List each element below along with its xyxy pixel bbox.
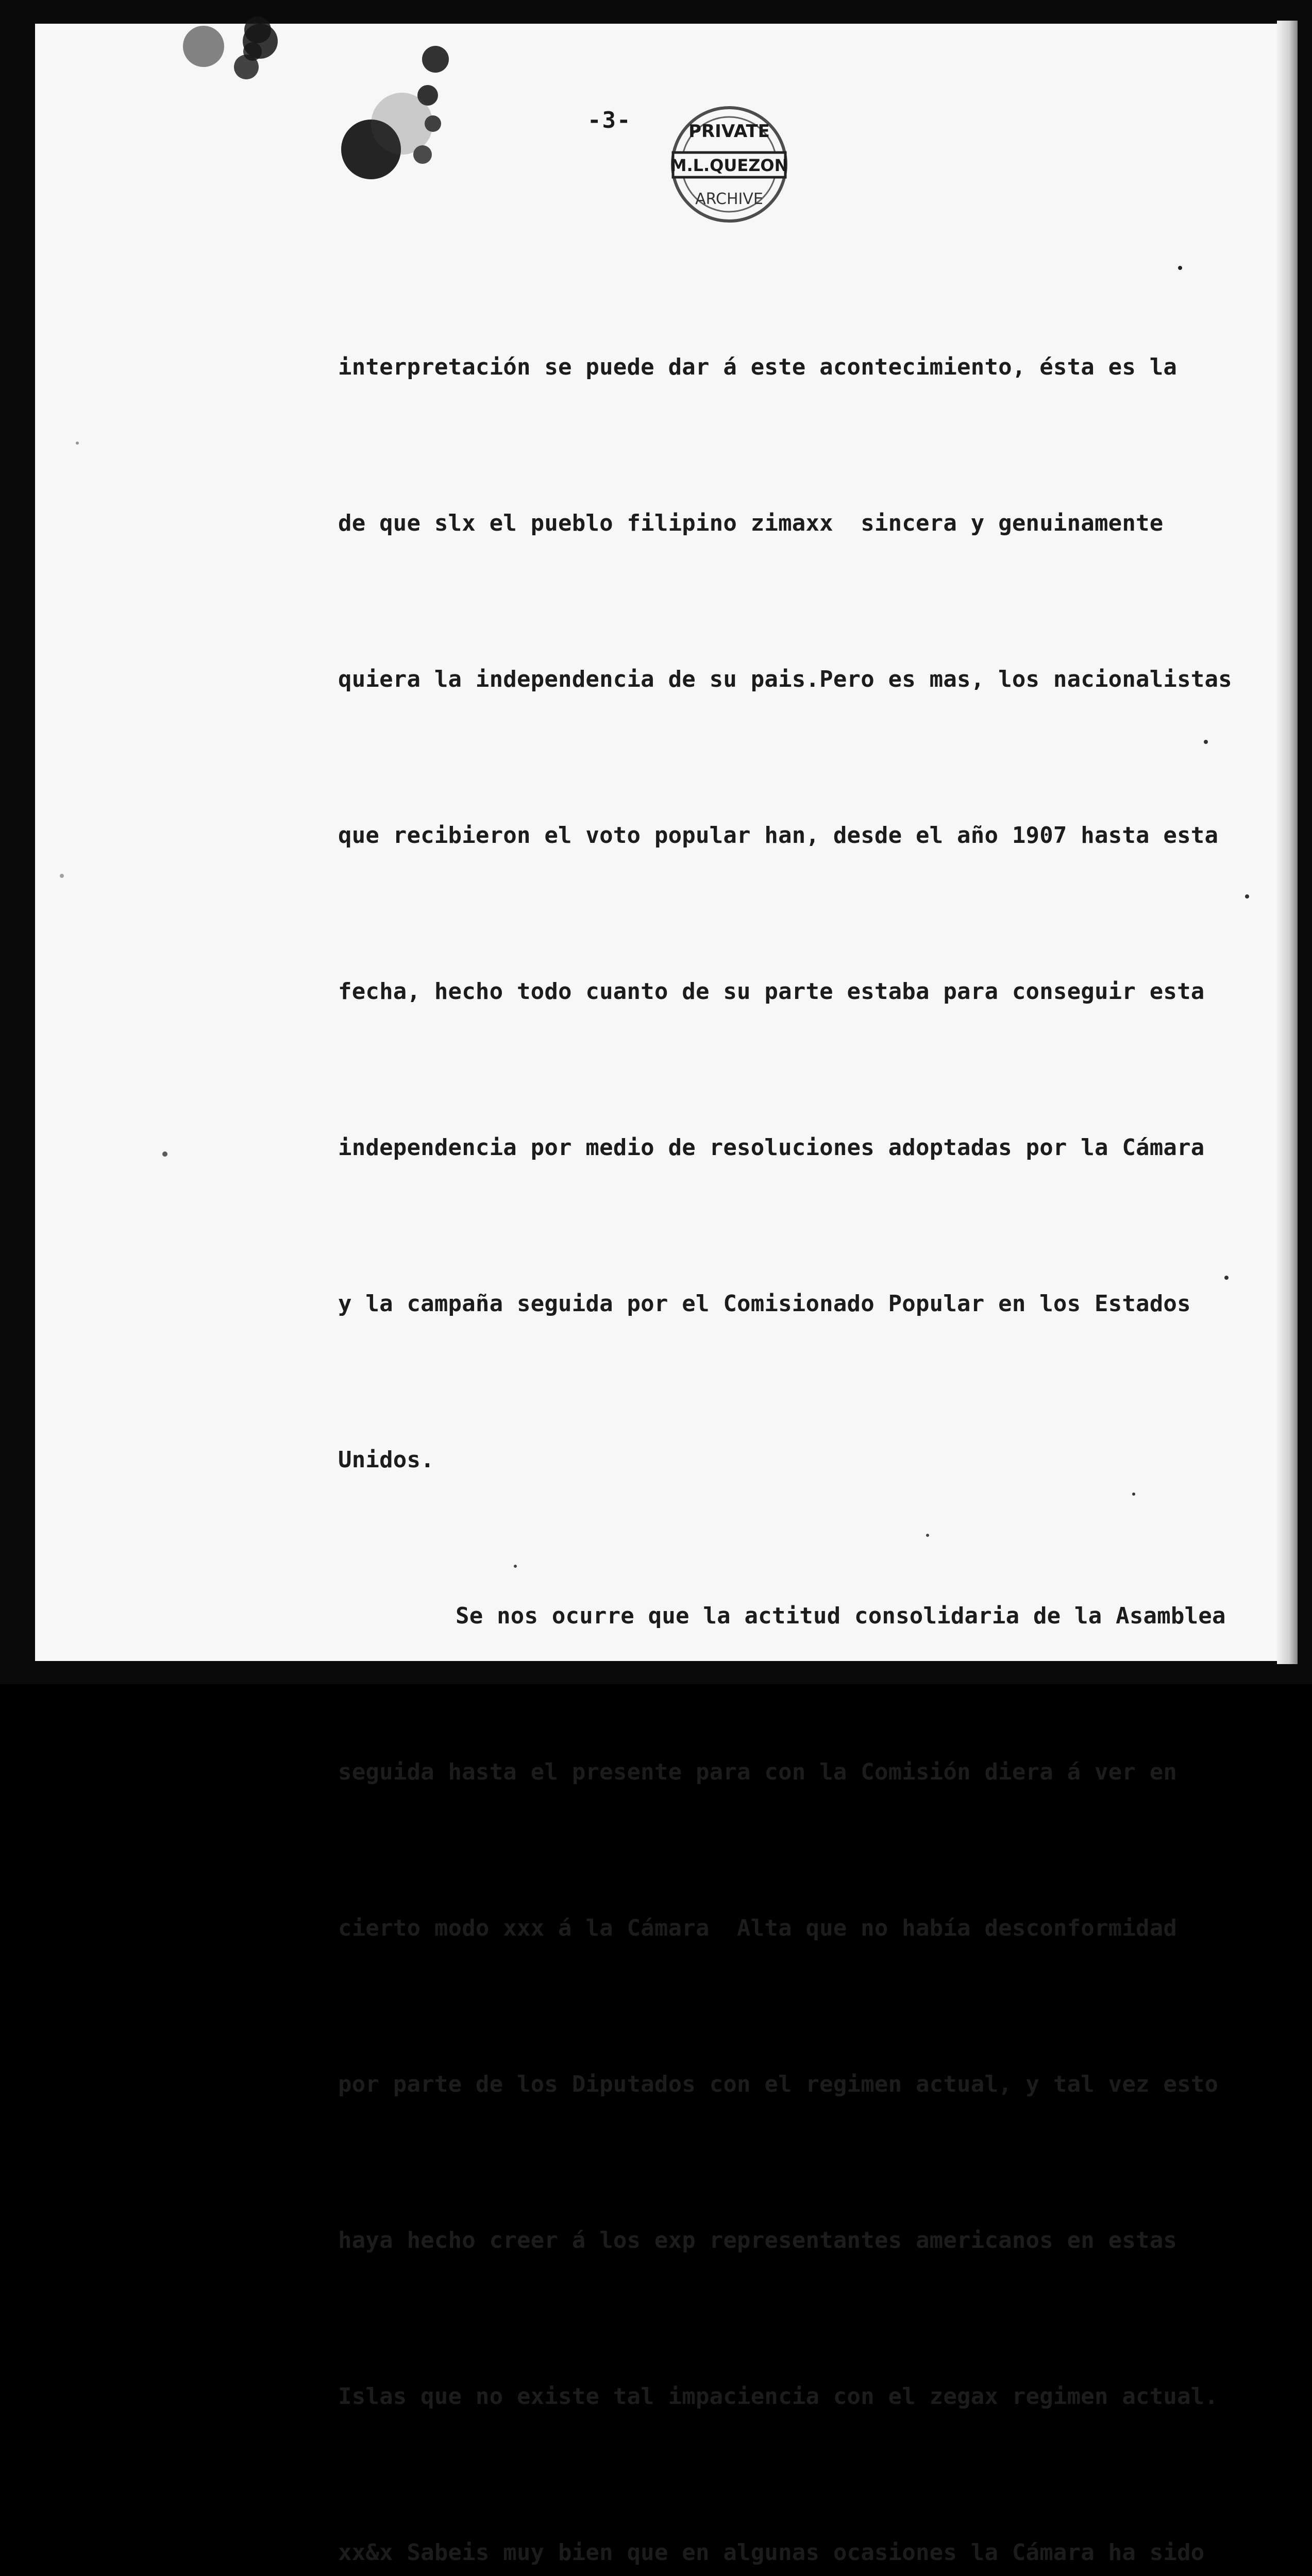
text-line: de que slx el pueblo filipino zimaxx sincera y genuinamente [338,510,1164,536]
text-line: Se nos ocurre que la actitud consolidaria de la Asamblea [456,1603,1226,1629]
text-line: cierto modo xxx á la Cámara Alta que no había desconformidad [338,1915,1178,1941]
page-number: -3- [587,107,632,133]
text-line: xx&x Sabeis muy bien que en algunas ocasiones la Cámara ha sido [338,2539,1205,2566]
page-edge [1277,21,1298,1664]
letter-body [338,237,1232,2576]
text-line: que recibieron el voto popular han, desde el año 1907 hasta esta [338,822,1219,849]
text-line: independencia por medio de resoluciones adoptadas por la Cámara [338,1134,1205,1161]
text-line: fecha, hecho todo cuanto de su parte estaba para conseguir esta [338,978,1205,1005]
text-line: haya hecho creer á los exp representantes americanos en estas [338,2227,1178,2253]
archive-stamp [670,105,788,224]
svg-text:PRIVATE: PRIVATE [688,121,770,142]
text-line: y la campaña seguida por el Comisionado Popular en los Estados [338,1291,1191,1317]
text-line: por parte de los Diputados con el regimen actual, y tal vez esto [338,2071,1219,2097]
text-line: quiera la independencia de su pais.Pero es mas, los nacionalistas [338,666,1232,692]
svg-text:M.L.QUEZON: M.L.QUEZON [670,156,788,175]
svg-text:ARCHIVE: ARCHIVE [695,190,763,208]
text-line: interpretación se puede dar á este acontecimiento, ésta es la [338,354,1178,380]
text-line: seguida hasta el presente para con la Comisión diera á ver en [338,1759,1178,1785]
text-line: Islas que no existe tal impaciencia con el zegax regimen actual. [338,2383,1219,2410]
text-line: Unidos. [338,1447,434,1473]
